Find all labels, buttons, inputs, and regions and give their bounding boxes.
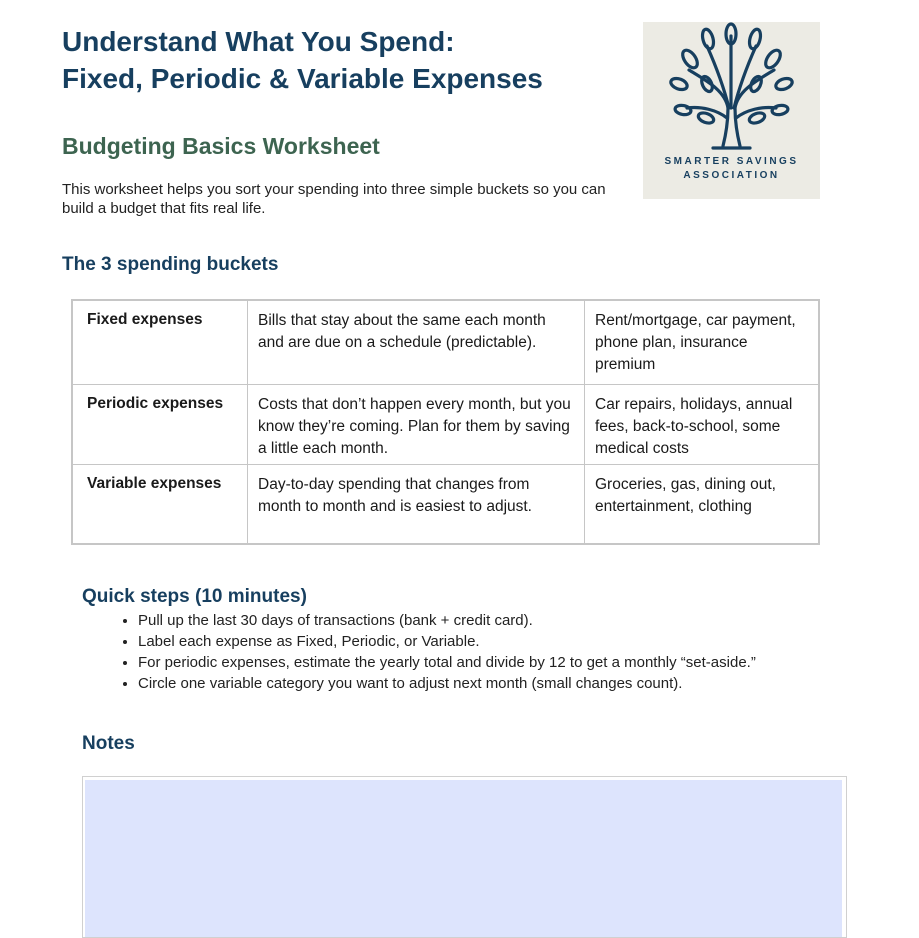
buckets-table — [71, 299, 820, 545]
worksheet-subtitle: Budgeting Basics Worksheet — [62, 133, 380, 159]
table-row — [72, 300, 819, 384]
bucket-examples-variable: Groceries, gas, dining out, entertainment, clothing — [585, 464, 820, 544]
steps-list — [110, 610, 756, 694]
intro-paragraph: This worksheet helps you sort your spending into three simple buckets so you can build a budget that fits real life. — [62, 181, 606, 217]
list-item: • Pull up the last 30 days of transactions (bank + credit card). — [138, 610, 756, 631]
logo-line-1: SMARTER SAVINGS — [664, 156, 799, 167]
logo-line-2: ASSOCIATION — [683, 170, 780, 181]
bucket-description-variable: Day-to-day spending that changes from month to month and is easiest to adjust. — [248, 464, 585, 544]
bucket-examples-periodic: Car repairs, holidays, annual fees, back-to-school, some medical costs — [585, 384, 820, 464]
bucket-name-variable: Variable expenses — [72, 464, 248, 544]
association-logo — [643, 22, 820, 199]
notes-box — [82, 776, 847, 938]
bucket-description-fixed: Bills that stay about the same each month and are due on a schedule (predictable). — [248, 300, 585, 384]
bucket-description-periodic: Costs that don’t happen every month, but you know they’re coming. Plan for them by saving a little each month. — [248, 384, 585, 464]
title-line-2: Fixed, Periodic & Variable Expenses — [62, 63, 543, 94]
page-title — [62, 23, 543, 97]
bucket-examples-fixed: Rent/mortgage, car payment, phone plan, insurance premium — [585, 300, 820, 384]
tree-icon — [643, 22, 820, 152]
table-row — [72, 464, 819, 544]
bucket-name-periodic: Periodic expenses — [72, 384, 248, 464]
notes-field[interactable] — [85, 780, 842, 937]
list-item: • For periodic expenses, estimate the yearly total and divide by 12 to get a monthly “set-aside.” — [138, 652, 756, 673]
logo-wordmark — [643, 155, 820, 183]
steps-heading: Quick steps (10 minutes) — [82, 586, 307, 607]
table-row — [72, 384, 819, 464]
title-line-1: Understand What You Spend: — [62, 26, 455, 57]
list-item: • Label each expense as Fixed, Periodic, or Variable. — [138, 631, 756, 652]
buckets-heading: The 3 spending buckets — [62, 254, 279, 275]
notes-heading: Notes — [82, 733, 135, 754]
list-item: • Circle one variable category you want to adjust next month (small changes count). — [138, 673, 756, 694]
bucket-name-fixed: Fixed expenses — [72, 300, 248, 384]
